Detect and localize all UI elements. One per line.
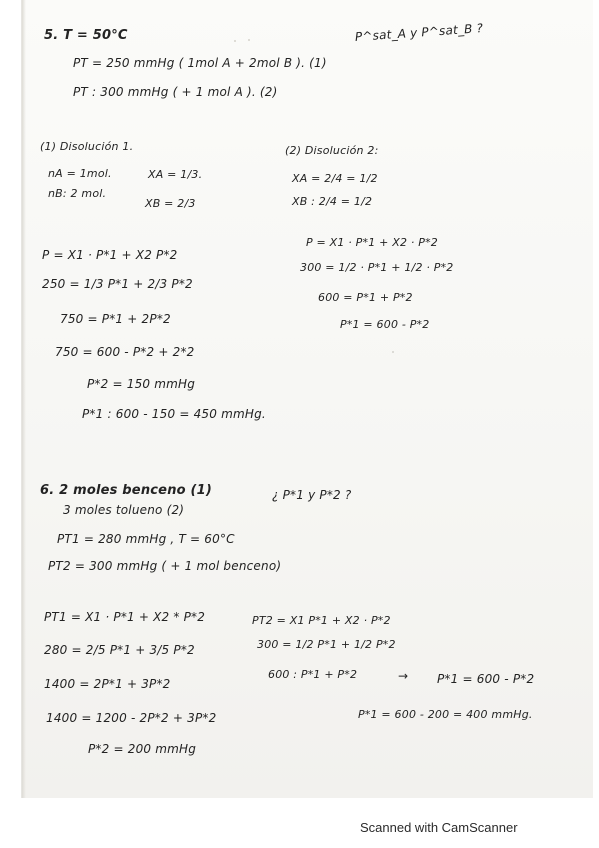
sol2-xa: XA = 2/4 = 1/2 bbox=[292, 172, 378, 185]
p6-right-eq4: P*1 = 600 - P*2 bbox=[437, 672, 535, 686]
p6-left-eq4: 1400 = 1200 - 2P*2 + 3P*2 bbox=[46, 711, 217, 725]
p6-right-arrow: → bbox=[398, 669, 409, 683]
sol2-eq4: P*1 = 600 - P*2 bbox=[340, 318, 430, 331]
sol1-xb: XB = 2/3 bbox=[145, 197, 196, 210]
p6-left-eq5: P*2 = 200 mmHg bbox=[88, 742, 197, 756]
problem6-line3: PT2 = 300 mmHg ( + 1 mol benceno) bbox=[48, 559, 282, 573]
p6-right-eq3: 600 : P*1 + P*2 bbox=[268, 668, 358, 681]
problem6-question: ¿ P*1 y P*2 ? bbox=[272, 488, 352, 502]
problem5-line2: PT : 300 mmHg ( + 1 mol A ). (2) bbox=[73, 85, 278, 99]
sol2-title: (2) Disolución 2: bbox=[285, 144, 379, 157]
sol1-title: (1) Disolución 1. bbox=[40, 140, 134, 153]
sol1-nb: nB: 2 mol. bbox=[48, 187, 107, 200]
paper-speck bbox=[234, 40, 236, 42]
sol2-eq1: P = X1 · P*1 + X2 · P*2 bbox=[306, 236, 438, 249]
sol2-xb: XB : 2/4 = 1/2 bbox=[292, 195, 373, 208]
sol2-eq3: 600 = P*1 + P*2 bbox=[318, 291, 413, 304]
sol1-xa: XA = 1/3. bbox=[148, 168, 203, 181]
sol2-eq2: 300 = 1/2 · P*1 + 1/2 · P*2 bbox=[300, 261, 454, 274]
p6-right-eq5: P*1 = 600 - 200 = 400 mmHg. bbox=[358, 708, 533, 721]
problem5-question: P^sat_A y P^sat_B ? bbox=[354, 21, 484, 44]
sol1-eq6: P*1 : 600 - 150 = 450 mmHg. bbox=[82, 407, 266, 421]
sol1-na: nA = 1mol. bbox=[48, 167, 112, 180]
p6-left-eq1: PT1 = X1 · P*1 + X2 * P*2 bbox=[44, 610, 206, 624]
sol1-eq5: P*2 = 150 mmHg bbox=[87, 377, 196, 391]
sol1-eq2: 250 = 1/3 P*1 + 2/3 P*2 bbox=[42, 277, 193, 291]
sol1-eq1: P = X1 · P*1 + X2 P*2 bbox=[42, 248, 178, 262]
p6-right-eq1: PT2 = X1 P*1 + X2 · P*2 bbox=[252, 614, 391, 627]
problem6-header: 6. 2 moles benceno (1) bbox=[40, 483, 213, 498]
paper-speck bbox=[248, 39, 250, 41]
p6-right-eq2: 300 = 1/2 P*1 + 1/2 P*2 bbox=[257, 638, 396, 651]
problem5-header: 5. T = 50°C bbox=[44, 28, 128, 43]
p6-left-eq3: 1400 = 2P*1 + 3P*2 bbox=[44, 677, 171, 691]
p6-left-eq2: 280 = 2/5 P*1 + 3/5 P*2 bbox=[44, 643, 195, 657]
sol1-eq3: 750 = P*1 + 2P*2 bbox=[60, 312, 171, 326]
paper-speck bbox=[392, 351, 394, 353]
problem6-line2: PT1 = 280 mmHg , T = 60°C bbox=[57, 532, 235, 546]
problem6-line1: 3 moles tolueno (2) bbox=[63, 503, 185, 517]
camscanner-watermark: Scanned with CamScanner bbox=[360, 820, 518, 835]
problem5-line1: PT = 250 mmHg ( 1mol A + 2mol B ). (1) bbox=[73, 56, 327, 70]
sol1-eq4: 750 = 600 - P*2 + 2*2 bbox=[55, 345, 195, 359]
